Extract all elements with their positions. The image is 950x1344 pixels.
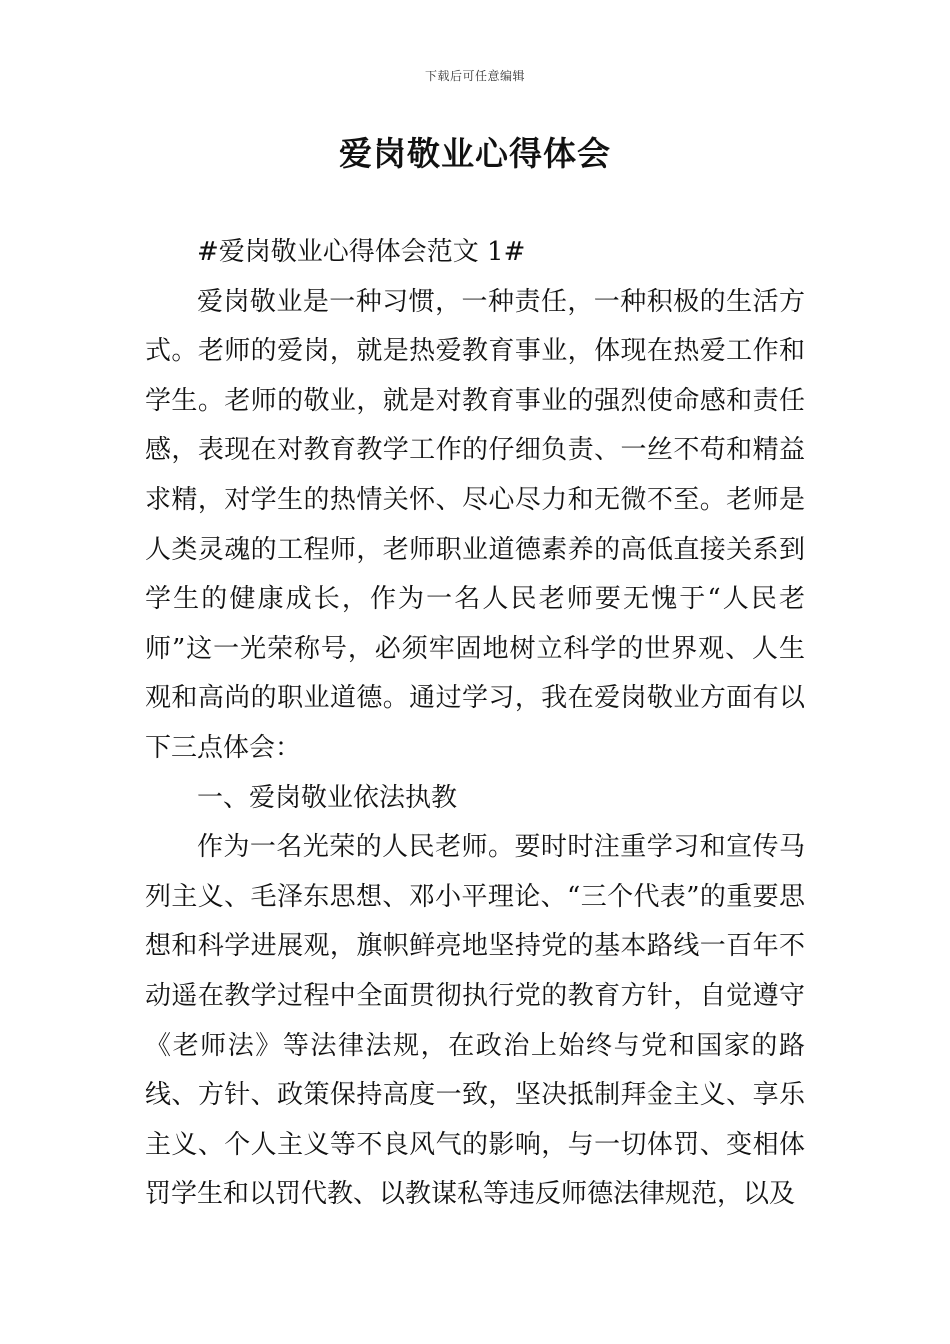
header-note: 下载后可任意编辑 xyxy=(424,69,525,83)
section-heading: 一、爱岗敬业依法执教 xyxy=(197,782,458,813)
document-title: 爱岗敬业心得体会 xyxy=(339,134,611,173)
subheading-paragraph: #爱岗敬业心得体会范文 1# xyxy=(197,237,526,267)
document-body xyxy=(145,228,805,1220)
body-paragraph: 爱岗敬业是一种习惯，一种责任，一种积极的生活方式。老师的爱岗，就是热爱教育事业，体现在热爱工作和学生。老师的敬业，就是对教育事业的强烈使命感和责任感，表现在对教育教学工作的仔细负责、一丝不苟和精益求精，对学生的热情关怀、尽心尽力和无微不至。老师是人类灵魂的工程师，老师职业道德素养的高低直接关系到学生的健康成长，作为一名人民老师要无愧于“人民老师”这一光荣称号，必须牢固地树立科学的世界观、人生观和高尚的职业道德。通过学习，我在爱岗敬业方面有以下三点体会： xyxy=(145,286,805,763)
body-paragraph: 作为一名光荣的人民老师。要时时注重学习和宣传马列主义、毛泽东思想、邓小平理论、“三个代表”的重要思想和科学进展观，旗帜鲜亮地坚持党的基本路线一百年不动遥在教学过程中全面贯彻执行党的教育方针，自觉遵守《老师法》等法律法规，在政治上始终与党和国家的路线、方针、政策保持高度一致，坚决抵制拜金主义、享乐主义、个人主义等不良风气的影响，与一切体罚、变相体罚学生和以罚代教、以教谋私等违反师德法律规范，以及 xyxy=(145,832,805,1210)
